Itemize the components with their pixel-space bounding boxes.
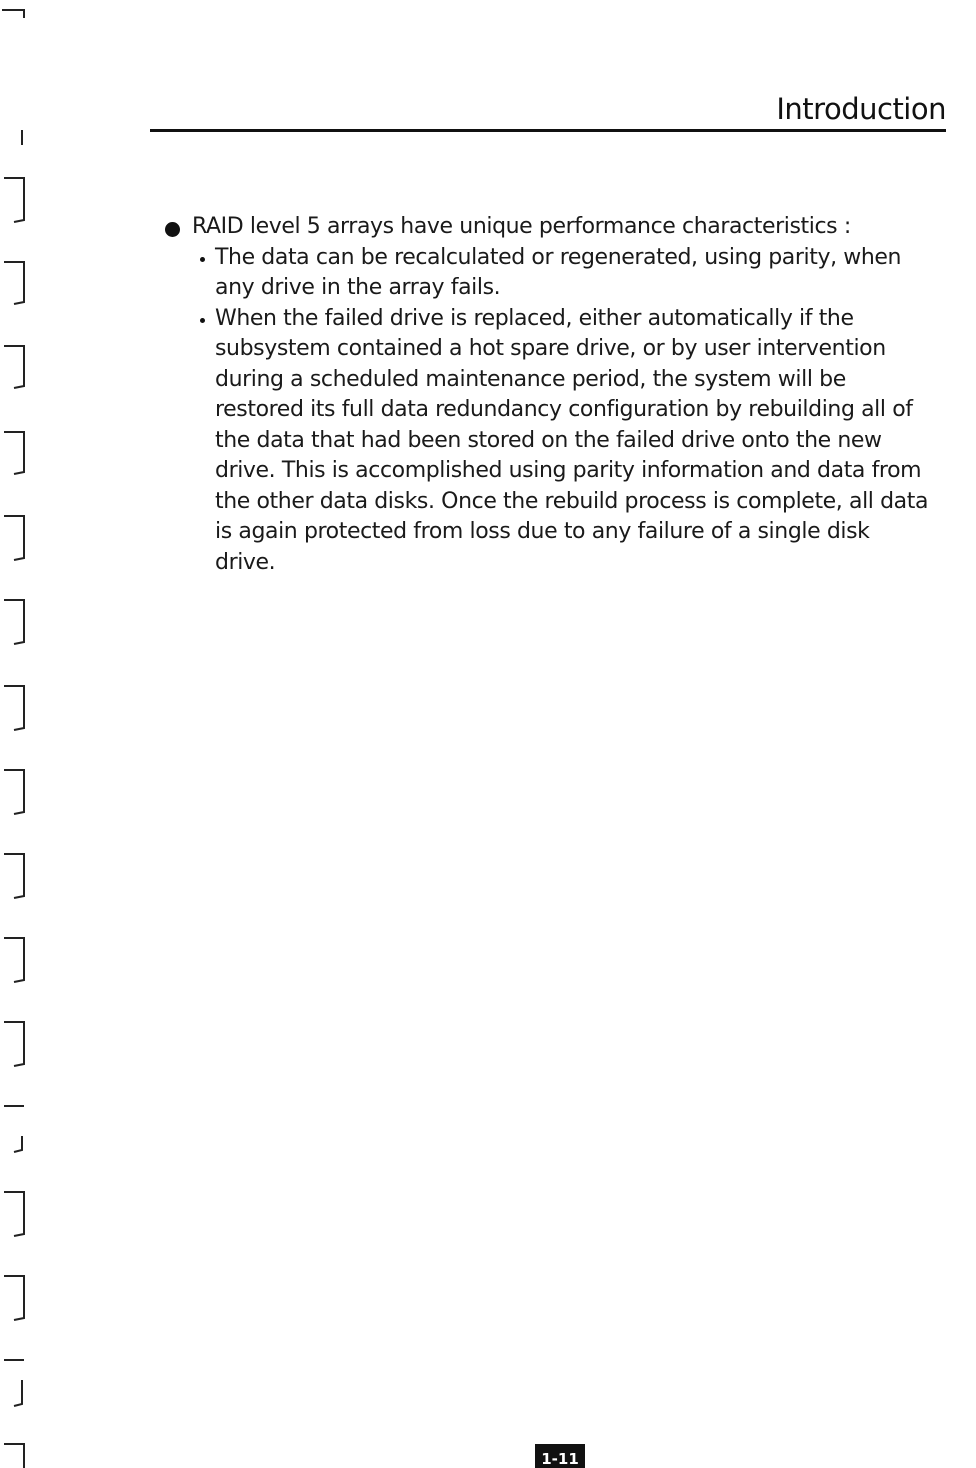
main-bullet-text: RAID level 5 arrays have unique performance characteristics : bbox=[192, 214, 851, 239]
main-bullet bbox=[160, 212, 930, 243]
title-rule bbox=[150, 129, 946, 132]
sub-bullet-item bbox=[160, 304, 930, 579]
sub-bullet-dot-icon bbox=[200, 318, 205, 323]
binder-hole-marks bbox=[0, 0, 40, 1468]
sub-bullet-list bbox=[160, 243, 930, 579]
sub-bullet-item bbox=[160, 243, 930, 304]
sub-bullet-text: The data can be recalculated or regenerated, using parity, when any drive in the array fails. bbox=[215, 244, 902, 300]
body-content bbox=[160, 212, 930, 578]
bullet-dot-icon bbox=[165, 222, 180, 237]
section-title: Introduction bbox=[776, 92, 946, 126]
page-number: 1-11 bbox=[535, 1444, 585, 1468]
sub-bullet-text: When the failed drive is replaced, either automatically if the subsystem contained a hot spare drive, or by user intervention during a scheduled maintenance period, the system will be restored its full data redundancy configuration by rebuilding all of the data that had been stored on the failed drive onto the new drive. This is accomplished using parity information and data from the other data disks. Once the rebuild process is complete, all data is again protected from loss due to any failure of a single disk drive. bbox=[215, 305, 929, 575]
sub-bullet-dot-icon bbox=[200, 257, 205, 262]
